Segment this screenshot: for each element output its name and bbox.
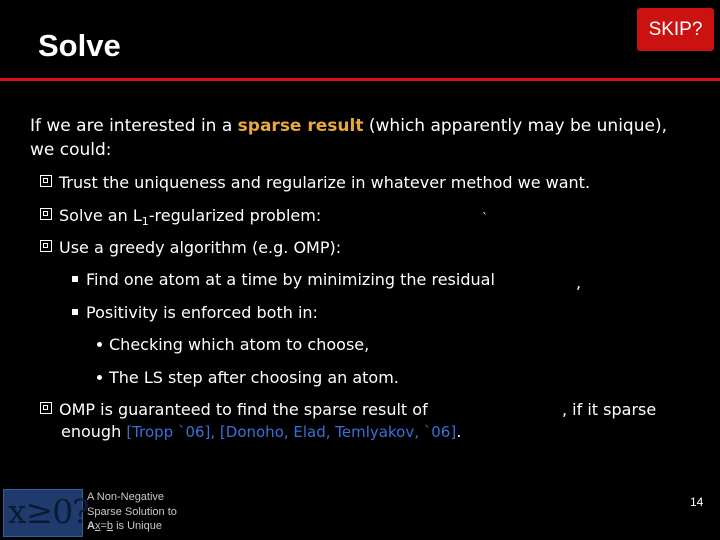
bullet-trust-text: Trust the uniqueness and regularize in whatever method we want. xyxy=(59,173,591,192)
footer-caption xyxy=(87,490,177,534)
bullet-greedy-text: Use a greedy algorithm (e.g. OMP): xyxy=(59,238,342,257)
bullet-omp-text: OMP is guaranteed to find the sparse result of xyxy=(59,400,428,419)
bullet-l1-text: Solve an L xyxy=(59,206,142,225)
title-divider xyxy=(0,78,720,81)
slide-title: Solve xyxy=(38,28,121,63)
intro-text-after: (which apparently may be unique), we could: xyxy=(30,116,667,160)
bullet-greedy xyxy=(40,237,341,259)
footer-equals: = xyxy=(100,520,107,532)
paper-logo xyxy=(3,489,89,537)
footer-line3-rest: is Unique xyxy=(113,520,162,532)
checkbox-bullet-icon xyxy=(40,208,52,220)
subbullet-residual xyxy=(72,269,495,291)
bullet-omp-line2 xyxy=(61,421,461,443)
square-bullet-icon xyxy=(72,309,78,315)
intro-paragraph xyxy=(30,114,680,162)
footer-vector-b: b xyxy=(106,520,114,532)
checkbox-bullet-icon xyxy=(40,402,52,414)
subsubbullet-ls-text: The LS step after choosing an atom. xyxy=(109,368,399,387)
bullet-omp-period: . xyxy=(456,422,462,441)
subbullet-residual-tail: , xyxy=(576,273,582,292)
checkbox-bullet-icon xyxy=(40,175,52,187)
square-bullet-icon xyxy=(72,276,78,282)
bullet-l1 xyxy=(40,205,321,233)
footer-matrix-a: A xyxy=(87,520,95,532)
subsubbullet-checking-text: Checking which atom to choose, xyxy=(109,335,370,354)
bullet-omp xyxy=(40,399,428,421)
bullet-l1-text-after: -regularized problem: xyxy=(148,206,322,225)
intro-highlight: sparse result xyxy=(237,116,364,136)
subsubbullet-ls xyxy=(97,367,399,389)
intro-text-before: If we are interested in a xyxy=(30,116,238,136)
bullet-omp-enough: enough xyxy=(61,422,122,441)
subbullet-positivity xyxy=(72,302,318,324)
logo-text: x≥0? xyxy=(8,492,89,531)
footer-line1: A Non-Negative xyxy=(87,491,165,503)
page-number: 14 xyxy=(690,495,704,509)
checkbox-bullet-icon xyxy=(40,240,52,252)
bullet-trust xyxy=(40,172,590,194)
subsubbullet-checking xyxy=(97,334,369,356)
skip-button[interactable]: SKIP? xyxy=(637,8,714,51)
footer-line2: Sparse Solution to xyxy=(87,505,177,518)
references: [Tropp `06], [Donoho, Elad, Temlyakov, `06] xyxy=(126,423,457,441)
bullet-l1-tail: ` xyxy=(482,211,488,225)
subbullet-positivity-text: Positivity is enforced both in: xyxy=(86,303,318,322)
dot-bullet-icon xyxy=(97,375,102,380)
bullet-l1-subscript: 1 xyxy=(141,215,149,229)
subbullet-residual-text: Find one atom at a time by minimizing the residual xyxy=(86,270,495,289)
bullet-omp-tail: , if it sparse xyxy=(562,400,657,419)
footer-vector-x: x xyxy=(94,520,101,532)
footer-line3 xyxy=(87,519,177,534)
dot-bullet-icon xyxy=(97,342,102,347)
